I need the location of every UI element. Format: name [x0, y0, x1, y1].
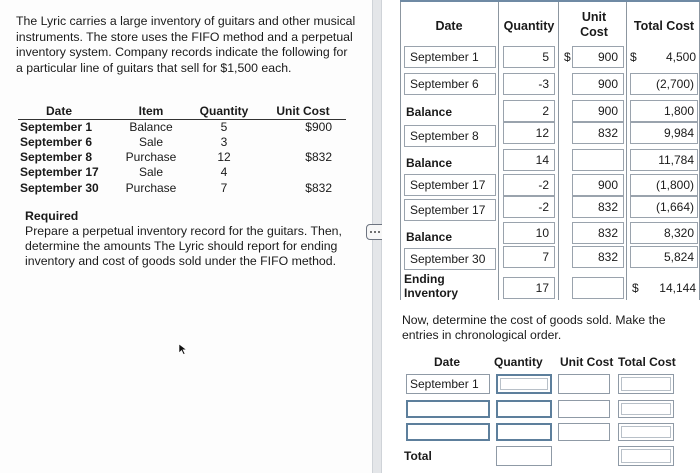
given-row: [18, 120, 346, 136]
perp-total: 5,824: [663, 250, 694, 264]
perp-total: 11,784: [658, 153, 694, 167]
ending-total: 14,144: [659, 281, 696, 295]
perp-unit: 832: [597, 200, 618, 214]
given-item: Purchase: [125, 150, 177, 165]
cogs-instructions: Now, determine the cost of goods sold. Make the entries in chronological order.: [402, 313, 666, 342]
given-item: Sale: [138, 165, 164, 180]
cogs-total-input[interactable]: [618, 374, 674, 394]
ending-dollar-sign: $: [632, 281, 639, 295]
perp-qty: 5: [542, 50, 549, 64]
cogs-header-date: Date: [434, 355, 461, 369]
perp-total: (1,664): [655, 200, 694, 214]
perp-balance-label: Balance: [406, 156, 453, 170]
perp-qty: 7: [542, 250, 549, 264]
perp-total: 4,500: [665, 50, 696, 64]
given-table-header: [18, 104, 346, 120]
perp-qty: -2: [538, 200, 549, 214]
answer-panel: [382, 0, 700, 473]
cogs-date-input[interactable]: [406, 400, 490, 418]
cogs-qty-input[interactable]: [496, 374, 552, 394]
perp-unit: 832: [597, 126, 618, 140]
cogs-header-unit-cost: Unit Cost: [560, 355, 614, 369]
ending-qty: 17: [535, 281, 549, 295]
cogs-total-input[interactable]: [618, 423, 674, 441]
perp-header-total-cost: Total Cost: [633, 19, 695, 33]
perp-unit: 900: [597, 50, 618, 64]
cogs-qty-input[interactable]: [496, 423, 552, 441]
cogs-header-total-cost: Total Cost: [618, 355, 676, 369]
perp-date: September 17: [410, 178, 486, 192]
given-cost: $832: [305, 180, 332, 195]
perp-total: 9,984: [663, 126, 694, 140]
cogs-total-label: Total: [404, 449, 432, 463]
perp-qty: 14: [535, 153, 549, 167]
cogs-date-input[interactable]: [406, 423, 490, 441]
perp-unit-cell[interactable]: [572, 149, 624, 171]
perp-header-date: Date: [435, 19, 463, 33]
given-item: Purchase: [125, 180, 177, 195]
given-date: September 8: [20, 150, 93, 165]
perp-unit: 900: [597, 77, 618, 91]
ending-unit-cell[interactable]: [572, 277, 624, 299]
perp-qty: -2: [538, 178, 549, 192]
given-data-table: [18, 104, 346, 196]
cogs-unit-input[interactable]: [558, 423, 610, 441]
perp-unit: 832: [597, 250, 618, 264]
perp-date: September 30: [410, 252, 486, 266]
perp-qty: 10: [535, 226, 549, 240]
given-item: Sale: [138, 135, 164, 150]
perp-qty: 12: [535, 126, 549, 140]
cogs-header-quantity: Quantity: [494, 355, 543, 369]
perp-unit: 900: [597, 104, 618, 118]
required-text: Prepare a perpetual inventory record for the guitars. Then, determine the amounts The Lyric should report for ending inventory and cost of goods sold under the FIFO method.: [25, 224, 342, 268]
cogs-first-date: September 1: [410, 377, 479, 391]
perp-date: September 17: [410, 203, 486, 217]
given-row: [18, 135, 346, 150]
perp-balance-label: Balance: [406, 105, 453, 119]
given-header-unit-cost: Unit Cost: [260, 104, 346, 120]
perp-unit: 832: [597, 226, 618, 240]
perpetual-inventory-record: [400, 0, 700, 300]
cogs-unit-input[interactable]: [558, 374, 610, 394]
perp-qty: 2: [542, 104, 549, 118]
required-section: [25, 209, 357, 269]
given-header-item: Item: [114, 104, 188, 120]
given-qty: 12: [217, 150, 231, 165]
given-cost: [260, 135, 346, 150]
given-cost: [260, 165, 346, 180]
given-date: September 17: [20, 165, 99, 180]
given-header-date: Date: [18, 104, 114, 120]
perp-date: September 8: [410, 129, 479, 143]
given-qty: 4: [220, 165, 228, 180]
perp-date: September 6: [410, 77, 479, 91]
cogs-unit-input[interactable]: [558, 400, 610, 418]
perp-dollar-sign: $: [564, 50, 571, 64]
perp-total: (2,700): [655, 77, 694, 91]
perp-total: (1,800): [655, 178, 694, 192]
perp-date: September 1: [410, 50, 479, 64]
mouse-cursor-icon: [178, 343, 188, 355]
cogs-total-qty-input[interactable]: [496, 446, 552, 466]
cogs-grand-total-input[interactable]: [618, 446, 674, 466]
given-row: [18, 165, 346, 180]
given-item: Balance: [129, 120, 173, 134]
perp-header-quantity: Quantity: [503, 19, 555, 33]
ending-inventory-label: Ending Inventory: [404, 272, 459, 300]
given-row: [18, 150, 346, 165]
given-cost: $832: [305, 150, 332, 165]
given-date: September 6: [20, 135, 93, 150]
perp-header-unit-cost: Unit Cost: [580, 10, 608, 39]
perp-qty: -3: [538, 77, 549, 91]
required-title: Required: [25, 209, 79, 223]
perp-unit: 900: [597, 178, 618, 192]
given-qty: 3: [220, 135, 228, 150]
perp-total: 1,800: [663, 104, 694, 118]
perp-total: 8,320: [663, 226, 694, 240]
cogs-qty-input[interactable]: [496, 400, 552, 418]
given-qty: 5: [220, 120, 228, 134]
given-row: [18, 181, 346, 196]
perp-total-dollar-sign: $: [630, 50, 637, 64]
cogs-total-input[interactable]: [618, 400, 674, 418]
problem-text: The Lyric carries a large inventory of guitars and other musical instruments. The store uses the FIFO method and a perpetual inventory system. Company records indicate the following for a particular line of guitars that sell for $1,500 each.: [16, 14, 356, 75]
given-date: September 30: [20, 180, 99, 195]
perp-balance-label: Balance: [406, 230, 453, 244]
given-cost: $900: [305, 120, 332, 134]
given-qty: 7: [220, 180, 228, 195]
given-date: September 1: [20, 120, 93, 134]
given-header-quantity: Quantity: [188, 104, 260, 120]
